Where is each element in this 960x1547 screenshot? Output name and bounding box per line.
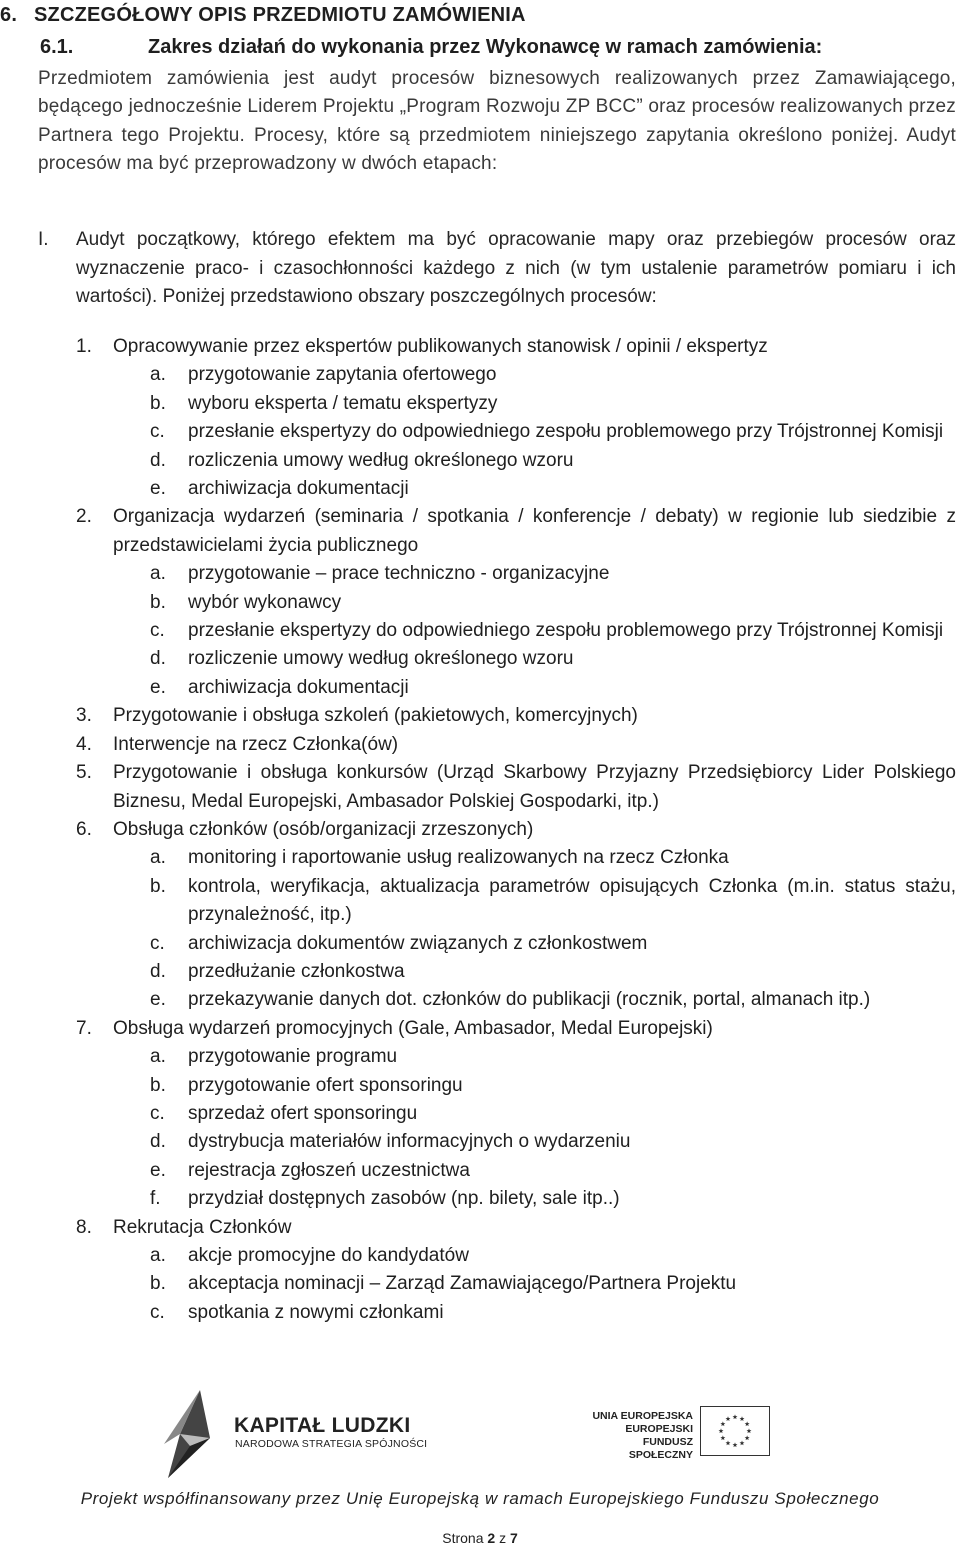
section-heading — [0, 4, 526, 27]
subitem-letter: a. — [150, 847, 166, 869]
subitem-letter: b. — [150, 1074, 166, 1096]
process-subitem — [0, 390, 956, 418]
process-subitem — [0, 930, 956, 958]
process-subitem — [0, 1043, 956, 1071]
process-subitem — [0, 418, 956, 446]
subitem-text: kontrola, weryfikacja, aktualizacja parametrów opisujących Członka (m.in. status stażu, przynależność, itp.) — [188, 875, 956, 926]
page-total: 7 — [509, 1530, 518, 1546]
process-number: 4. — [76, 733, 92, 755]
eu-star-icon — [726, 1416, 731, 1421]
subitem-text: archiwizacja dokumentacji — [188, 676, 409, 698]
subitem-text: przygotowanie ofert sponsoringu — [188, 1074, 463, 1096]
subitem-text: spotkania z nowymi członkami — [188, 1301, 444, 1323]
process-text: Interwencje na rzecz Członka(ów) — [113, 733, 399, 755]
process-text: Obsługa wydarzeń promocyjnych (Gale, Ambasador, Medal Europejski) — [113, 1017, 713, 1039]
subitem-letter: a. — [150, 364, 166, 386]
eu-star-icon — [745, 1435, 750, 1440]
subitem-letter: e. — [150, 989, 166, 1011]
subitem-text: dystrybucja materiałów informacyjnych o wydarzeniu — [188, 1131, 631, 1153]
eu-star-icon — [719, 1428, 724, 1433]
subitem-letter: a. — [150, 563, 166, 585]
subitem-text: sprzedaż ofert sponsoringu — [188, 1102, 418, 1124]
eu-text-line: EUROPEJSKI — [625, 1423, 693, 1435]
subitem-text: akceptacja nominacji – Zarząd Zamawiającego/Partnera Projektu — [188, 1273, 737, 1295]
subitem-letter: e. — [150, 1159, 166, 1181]
process-subitem — [0, 589, 956, 617]
subitem-letter: a. — [150, 1245, 166, 1266]
subitem-text: przesłanie ekspertyzy do odpowiedniego zespołu problemowego przy Trójstronnej Komisji — [188, 421, 944, 443]
subsection-title: Zakres działań do wykonania przez Wykonawcę w ramach zamówienia: — [148, 36, 823, 58]
process-item — [0, 1015, 956, 1043]
subitem-letter: e. — [150, 676, 166, 698]
process-number: 3. — [76, 705, 92, 727]
page-sep: z — [499, 1530, 507, 1546]
process-item — [0, 731, 956, 759]
page-number — [0, 1530, 960, 1546]
subitem-letter: d. — [150, 449, 166, 471]
eu-star-icon — [733, 1414, 738, 1419]
footer-cofinancing-note: Projekt współfinansowany przez Unię Europejską w ramach Europejskiego Funduszu Społecznego — [80, 1489, 880, 1508]
subitem-text: przygotowanie – prace techniczno - organizacyjne — [188, 563, 610, 585]
subitem-text: wybór wykonawcy — [188, 591, 342, 613]
subitem-text: archiwizacja dokumentów związanych z członkostwem — [188, 932, 648, 954]
subitem-text: przygotowanie zapytania ofertowego — [188, 364, 497, 386]
process-subitem — [0, 1128, 956, 1156]
process-subitem — [0, 873, 956, 930]
subitem-text: archiwizacja dokumentacji — [188, 478, 409, 500]
subitem-letter: d. — [150, 648, 166, 670]
process-number: 8. — [76, 1216, 92, 1238]
process-number: 7. — [76, 1017, 92, 1039]
subitem-letter: f. — [150, 1188, 161, 1210]
process-subitem — [0, 560, 956, 588]
process-item — [0, 816, 956, 844]
process-text: Przygotowanie i obsługa konkursów (Urząd Skarbowy Przyjazny Przedsiębiorcy Lider Polskiego Biznesu, Medal Europejski, Ambasador Polskiej Gospodarki, itp.) — [113, 762, 956, 812]
process-text: Organizacja wydarzeń (seminaria / spotkania / konferencje / debaty) w regionie lub siedzibie z przedstawicielami życia publicznego — [113, 506, 956, 556]
process-subitem — [0, 645, 956, 673]
kapital-ludzki-logo-icon — [160, 1386, 216, 1482]
process-number: 6. — [76, 818, 92, 840]
subitem-text: rozliczenia umowy według określonego wzoru — [188, 449, 574, 471]
process-text: Rekrutacja Członków — [113, 1216, 292, 1238]
eu-flag-icon — [700, 1406, 770, 1456]
eu-star-icon — [745, 1421, 750, 1426]
process-subitem — [0, 1100, 956, 1128]
stage-text: Audyt początkowy, którego efektem ma być opracowanie mapy oraz przebiegów procesów oraz wyznaczenie praco- i czasochłonności każdego z nich (w tym ustalenie parametrów pomiaru i ich wartości). Poniżej przedstawiono obszary poszczególnych procesów: — [76, 229, 956, 307]
process-number: 5. — [76, 762, 92, 784]
eu-text-line: UNIA EUROPEJSKA — [592, 1410, 693, 1422]
kapital-ludzki-subtitle: NARODOWA STRATEGIA SPÓJNOŚCI — [235, 1438, 428, 1450]
process-subitem — [0, 1270, 956, 1298]
subsection-number: 6.1. — [40, 36, 74, 58]
process-item — [0, 503, 956, 560]
logo-bar — [0, 1380, 960, 1490]
subsection-heading — [40, 36, 822, 59]
subitem-text: przygotowanie programu — [188, 1046, 398, 1068]
process-subitem — [0, 674, 956, 702]
eu-star-icon — [720, 1421, 725, 1426]
eu-star-icon — [720, 1435, 725, 1440]
subitem-letter: c. — [150, 932, 165, 954]
eu-text-line: FUNDUSZ SPOŁECZNY — [628, 1436, 693, 1461]
subitem-letter: b. — [150, 392, 166, 414]
subitem-letter: e. — [150, 478, 166, 500]
eu-star-icon — [726, 1441, 731, 1446]
intro-paragraph: Przedmiotem zamówienia jest audyt procesów biznesowych realizowanych przez Zamawiającego, będącego jednocześnie Liderem Projektu „Program Rozwoju ZP BCC” oraz procesów realizowanych przez Partnera tego Projektu. Procesy, które są przedmiotem niniejszego zapytania określono poniżej. Audyt procesów ma być przeprowadzony w dwóch etapach: — [38, 68, 956, 175]
page-prefix: Strona — [442, 1530, 484, 1546]
process-item — [0, 702, 956, 730]
subitem-letter: d. — [150, 1131, 166, 1153]
process-subitem — [0, 1072, 956, 1100]
process-text: Opracowywanie przez ekspertów publikowanych stanowisk / opinii / ekspertyz — [113, 336, 768, 357]
process-subitem — [0, 1242, 956, 1270]
process-subitem — [0, 844, 956, 872]
subitem-text: przesłanie ekspertyzy do odpowiedniego zespołu problemowego przy Trójstronnej Komisji — [188, 620, 944, 642]
process-number: 1. — [76, 336, 92, 357]
subitem-text: wyboru eksperta / tematu ekspertyzy — [188, 392, 498, 414]
stage-numeral: I. — [38, 229, 49, 250]
process-subitem — [0, 1185, 956, 1213]
process-subitem — [0, 475, 956, 503]
eu-text — [585, 1410, 693, 1462]
process-item — [0, 759, 956, 816]
process-subitem — [0, 1299, 956, 1327]
process-subitem — [0, 958, 956, 986]
subitem-letter: b. — [150, 1273, 166, 1295]
process-item — [0, 1214, 956, 1242]
subitem-text: rejestracja zgłoszeń uczestnictwa — [188, 1159, 470, 1181]
eu-star-icon — [740, 1441, 745, 1446]
stage-one-paragraph — [38, 226, 956, 312]
subitem-letter: c. — [150, 1102, 165, 1124]
subitem-letter: a. — [150, 1046, 166, 1068]
eu-star-icon — [747, 1428, 752, 1433]
section-number: 6. — [0, 4, 18, 26]
subitem-letter: c. — [150, 1301, 165, 1323]
subitem-letter: c. — [150, 421, 165, 443]
process-subitem — [0, 447, 956, 475]
eu-star-icon — [740, 1416, 745, 1421]
subitem-letter: c. — [150, 620, 165, 642]
process-text: Przygotowanie i obsługa szkoleń (pakietowych, komercyjnych) — [113, 705, 638, 727]
subitem-text: przedłużanie członkostwa — [188, 960, 405, 982]
eu-star-icon — [733, 1442, 738, 1447]
page-current: 2 — [487, 1530, 496, 1546]
subitem-letter: b. — [150, 591, 166, 613]
subitem-text: akcje promocyjne do kandydatów — [188, 1245, 469, 1266]
process-list — [0, 333, 960, 1327]
subitem-letter: d. — [150, 960, 166, 982]
process-number: 2. — [76, 506, 92, 528]
process-subitem — [0, 986, 956, 1014]
process-text: Obsługa członków (osób/organizacji zrzeszonych) — [113, 818, 534, 840]
subitem-text: przekazywanie danych dot. członków do publikacji (rocznik, portal, almanach itp.) — [188, 989, 871, 1011]
process-item — [0, 333, 956, 361]
kapital-ludzki-title: KAPITAŁ LUDZKI — [234, 1414, 411, 1437]
subitem-text: przydział dostępnych zasobów (np. bilety, sale itp..) — [188, 1188, 620, 1210]
process-subitem — [0, 617, 956, 645]
process-subitem — [0, 361, 956, 389]
subitem-letter: b. — [150, 875, 166, 897]
process-subitem — [0, 1157, 956, 1185]
section-title: SZCZEGÓŁOWY OPIS PRZEDMIOTU ZAMÓWIENIA — [34, 4, 526, 26]
subitem-text: rozliczenie umowy według określonego wzoru — [188, 648, 574, 670]
subitem-text: monitoring i raportowanie usług realizowanych na rzecz Członka — [188, 847, 729, 869]
